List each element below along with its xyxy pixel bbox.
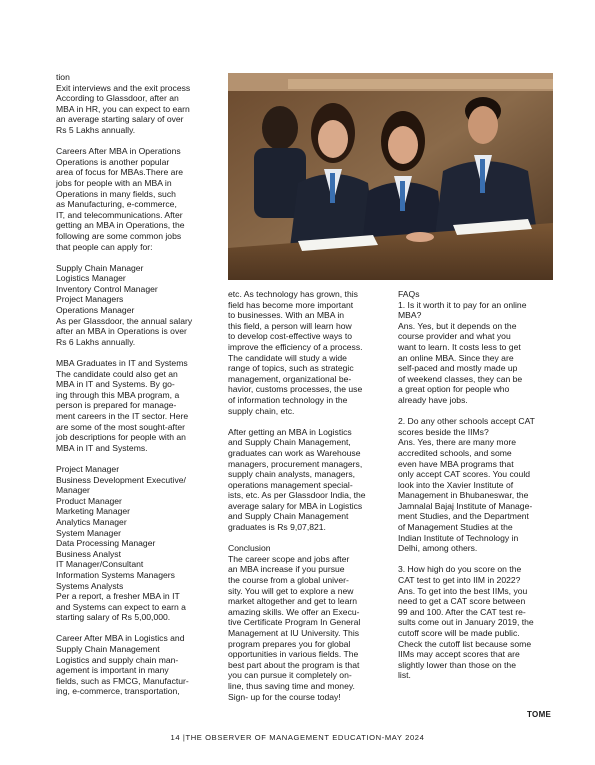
paragraph: 2. Do any other schools accept CAT scores beside the IIMs? Ans. Yes, there are many more accredited schools, and some even have MBA programs that only accept CAT scores. You could look into the Xavier Institute of Management in Bhubaneswar, the Jamnalal Bajaj Institute of Manage- ment Studies, and the Department of Management Studies at the Indian Institute of Technology in Delhi, among others. (398, 416, 535, 554)
article-column-1 (56, 72, 224, 697)
paragraph: MBA Graduates in IT and Systems The candidate could also get an MBA in IT and Systems. By go- ing through this MBA program, a person is prepared for manage- ment careers in the IT sector. Here are some of the most sought-after job descriptions for people with an MBA in IT and Systems. (56, 358, 189, 453)
article-column-2 (228, 289, 384, 702)
paragraph: Project Manager Business Development Executive/ Manager Product Manager Marketing Manager Analytics Manager System Manager Data Processing Manager Business Analyst IT Manager/Consultant Information Systems Managers Systems Analysts Per a report, a fresher MBA in IT and Systems can expect to earn a starting salary of Rs 5,00,000. (56, 463, 186, 623)
paragraph: After getting an MBA in Logistics and Supply Chain Management, graduates can work as Warehouse managers, procurement managers, supply chain analysts, managers, operations management special- ists, etc. As per Glassdoor India, the average salary for MBA in Logistics and Supply Chain Management graduates is Rs 9,07,821. (228, 426, 366, 533)
paragraph: 3. How high do you score on the CAT test to get into IIM in 2022? Ans. To get into the best IIMs, you need to get a CAT score between 99 and 100. After the CAT test re- sults come out in January 2019, the cutoff score will be made public. Check the cutoff list because some IIMs may accept scores that are slightly lower than those on the list. (398, 564, 534, 681)
paragraph: tion Exit interviews and the exit process According to Glassdoor, after an MBA in HR, you can expect to earn an average starting salary of over Rs 5 Lakhs annually. (56, 72, 191, 135)
author-signature: TOME (527, 710, 552, 719)
paragraph: Conclusion The career scope and jobs after an MBA increase if you pursue the course from a global univer- sity. You will get to explore a new market altogether and get to learn amazing skills. We offer an Execu- tive Certificate Program In General Management at IU University. This program prepares you for global opportunities in various fields. The best part about the program is that you can pursue it completely on- line, thus saving time and money. Sign- up for the course today! (228, 543, 361, 702)
article-column-3 (398, 289, 554, 681)
students-illustration (228, 73, 553, 280)
paragraph: FAQs 1. Is it worth it to pay for an online MBA? Ans. Yes, but it depends on the course provider and what you want to learn. It costs less to get an online MBA. Since they are self-paced and mostly made up of weekend classes, they can be a great option for people who already have jobs. (398, 289, 527, 405)
paragraph: etc. As technology has grown, this field has become more important to businesses. With an MBA in this field, a person will learn how to develop cost-effective ways to improve the efficiency of a process. The candidate will study a wide range of topics, such as strategic management, organizational be- havior, customs processes, the use of information technology in the supply chain, etc. (228, 289, 363, 416)
paragraph: Career After MBA in Logistics and Supply Chain Management Logistics and supply chain man- agement is important in many fields, such as FMCG, Manufactur- ing, e-commerce, transportation, (56, 633, 189, 697)
page-footer: 14 |THE OBSERVER OF MANAGEMENT EDUCATION-MAY 2024 (170, 733, 425, 742)
paragraph: Supply Chain Manager Logistics Manager Inventory Control Manager Project Managers Operations Manager As per Glassdoor, the annual salary after an MBA in Operations is over Rs 6 Lakhs annually. (56, 262, 193, 347)
paragraph: Careers After MBA in Operations Operations is another popular area of focus for MBAs.There are jobs for people with an MBA in Operations in many fields, such as Manufacturing, e-commerce, IT, and telecommunications. After getting an MBA in Operations, the following are some common jobs that people can apply for: (56, 146, 185, 252)
students-photo (228, 73, 553, 280)
